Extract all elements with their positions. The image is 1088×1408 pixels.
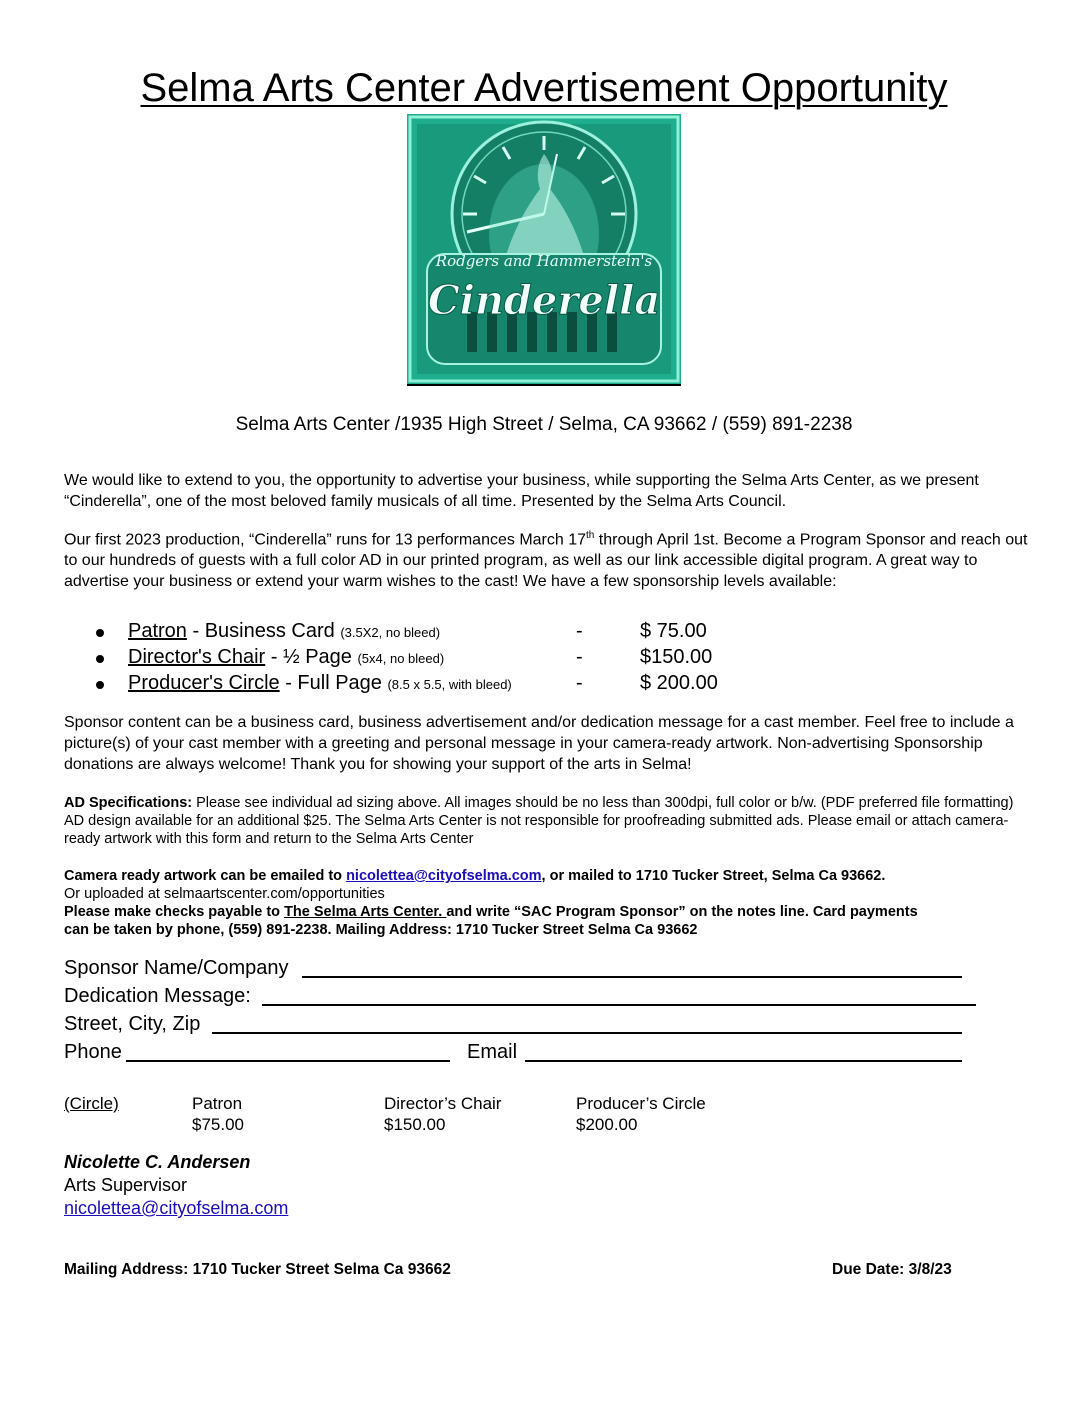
sponsorship-levels bbox=[96, 620, 796, 698]
spec-text: Please see individual ad sizing above. All images should be no less than 300dpi, full color or b/w. (PDF preferred file formatting) AD design available for an additional $25. The Selma Arts Center is not responsible for proofreading submitted ads. Please email or attach camera-ready artwork with this form and return to the Selma Arts Center bbox=[64, 795, 1014, 847]
level-name: Director's Chair bbox=[128, 646, 266, 668]
sponsor-content-text: Sponsor content can be a business card, business advertisement and/or dedication message for a cast member. Feel free to include a picture(s) of your cast member with a greeting and personal message in your camera-ready artwork. Non-advertising Sponsorship donations are always welcome! Thank you for showing your support of the arts in Selma! bbox=[64, 714, 1014, 773]
option-price: $150.00 bbox=[384, 1115, 446, 1134]
address-line: Selma Arts Center /1935 High Street / Selma, CA 93662 / (559) 891-2238 bbox=[235, 414, 853, 435]
poster-art bbox=[407, 114, 681, 384]
spec-label: AD Specifications: bbox=[64, 795, 193, 811]
level-dash: - bbox=[576, 672, 583, 694]
dedication-label: Dedication Message: bbox=[64, 985, 251, 1007]
contact-name: Nicolette C. Andersen bbox=[64, 1152, 251, 1172]
bullet-icon bbox=[96, 681, 104, 689]
level-desc: - Full Page bbox=[279, 672, 388, 694]
poster-subtitle: Rodgers and Hammerstein's bbox=[435, 252, 653, 270]
contact-block bbox=[64, 1151, 288, 1220]
bullet-icon bbox=[96, 655, 104, 663]
contact-role: Arts Supervisor bbox=[64, 1175, 188, 1195]
camera-text-a: Camera ready artwork can be emailed to bbox=[64, 868, 347, 884]
intro-text: We would like to extend to you, the opportunity to advertise your business, while supporting the Selma Arts Center, as we present “Cinderella”, one of the most beloved family musicals of all time. Presented by the Selma Arts Council. bbox=[64, 472, 979, 510]
sponsor-name-field[interactable] bbox=[302, 976, 962, 978]
phone-payment-text: can be taken by phone, (559) 891-2238. Mailing Address: 1710 Tucker Street Selma Ca 93662 bbox=[64, 922, 698, 938]
production-sup: th bbox=[586, 530, 595, 541]
level-name: Patron bbox=[128, 620, 187, 642]
level-price: $ 75.00 bbox=[640, 620, 707, 642]
level-dash: - bbox=[576, 620, 583, 642]
production-text-a: Our first 2023 production, “Cinderella” runs for 13 performances March 17 bbox=[64, 531, 587, 549]
level-desc: - Business Card bbox=[186, 620, 341, 642]
checks-text-b: and write “SAC Program Sponsor” on the notes line. Card payments bbox=[446, 904, 918, 920]
circle-label: (Circle) bbox=[64, 1094, 119, 1113]
page-title: Selma Arts Center Advertisement Opportunity bbox=[140, 66, 948, 110]
level-size: (3.5X2, no bleed) bbox=[340, 625, 441, 640]
level-name: Producer's Circle bbox=[128, 672, 280, 694]
ad-specifications bbox=[64, 794, 1034, 848]
contact-email-link[interactable]: nicolettea@cityofselma.com bbox=[64, 1198, 289, 1218]
level-dash: - bbox=[576, 646, 583, 668]
footer-due-date: Due Date: 3/8/23 bbox=[832, 1261, 952, 1278]
level-label bbox=[128, 646, 444, 669]
email-link[interactable]: nicolettea@cityofselma.com bbox=[346, 868, 542, 884]
level-patron bbox=[96, 620, 796, 646]
submission-instructions bbox=[64, 867, 1044, 939]
production-text bbox=[64, 525, 1034, 592]
option-price: $200.00 bbox=[576, 1115, 638, 1134]
circle-option-producers-circle[interactable] bbox=[576, 1093, 706, 1135]
upload-text: Or uploaded at selmaartscenter.com/opportunities bbox=[64, 886, 385, 902]
sponsor-name-label: Sponsor Name/Company bbox=[64, 957, 289, 979]
level-price: $ 200.00 bbox=[640, 672, 718, 694]
cinderella-poster bbox=[407, 114, 681, 384]
phone-field[interactable] bbox=[126, 1060, 450, 1062]
level-label bbox=[128, 672, 512, 695]
option-price: $75.00 bbox=[192, 1115, 244, 1134]
level-price: $150.00 bbox=[640, 646, 713, 668]
sponsor-content-paragraph bbox=[64, 712, 1034, 775]
level-size: (5x4, no bleed) bbox=[357, 651, 445, 666]
production-text-b: through April 1st. Become a Program Sponsor and reach out to our hundreds of guests with a full color AD in our printed program, as well as our link accessible digital program. A great way to advertise your business or extend your warm wishes to the cast! We have a few sponsorship levels available: bbox=[64, 531, 1028, 591]
email-label: Email bbox=[467, 1041, 518, 1063]
circle-option-patron[interactable] bbox=[192, 1093, 244, 1135]
option-name: Patron bbox=[192, 1094, 243, 1113]
phone-label: Phone bbox=[64, 1041, 122, 1063]
level-desc: - ½ Page bbox=[265, 646, 358, 668]
option-name: Producer’s Circle bbox=[576, 1094, 706, 1113]
level-directors-chair bbox=[96, 646, 796, 672]
production-paragraph bbox=[64, 525, 1034, 592]
intro-paragraph bbox=[64, 470, 1034, 512]
level-label bbox=[128, 620, 440, 643]
level-size: (8.5 x 5.5, with bleed) bbox=[387, 677, 512, 692]
footer-mailing-address: Mailing Address: 1710 Tucker Street Selma Ca 93662 bbox=[64, 1261, 451, 1278]
dedication-field[interactable] bbox=[262, 1004, 976, 1006]
circle-option-directors-chair[interactable] bbox=[384, 1093, 501, 1135]
street-label: Street, City, Zip bbox=[64, 1013, 201, 1035]
camera-text-b: , or mailed to 1710 Tucker Street, Selma Ca 93662. bbox=[541, 868, 886, 884]
payee-text: The Selma Arts Center. bbox=[284, 904, 447, 920]
level-producers-circle bbox=[96, 672, 796, 698]
street-field[interactable] bbox=[212, 1032, 962, 1034]
option-name: Director’s Chair bbox=[384, 1094, 502, 1113]
poster-title: Cinderella bbox=[427, 277, 661, 324]
email-field[interactable] bbox=[525, 1060, 962, 1062]
bullet-icon bbox=[96, 629, 104, 637]
poster-divider bbox=[407, 384, 681, 386]
checks-text-a: Please make checks payable to bbox=[64, 904, 285, 920]
